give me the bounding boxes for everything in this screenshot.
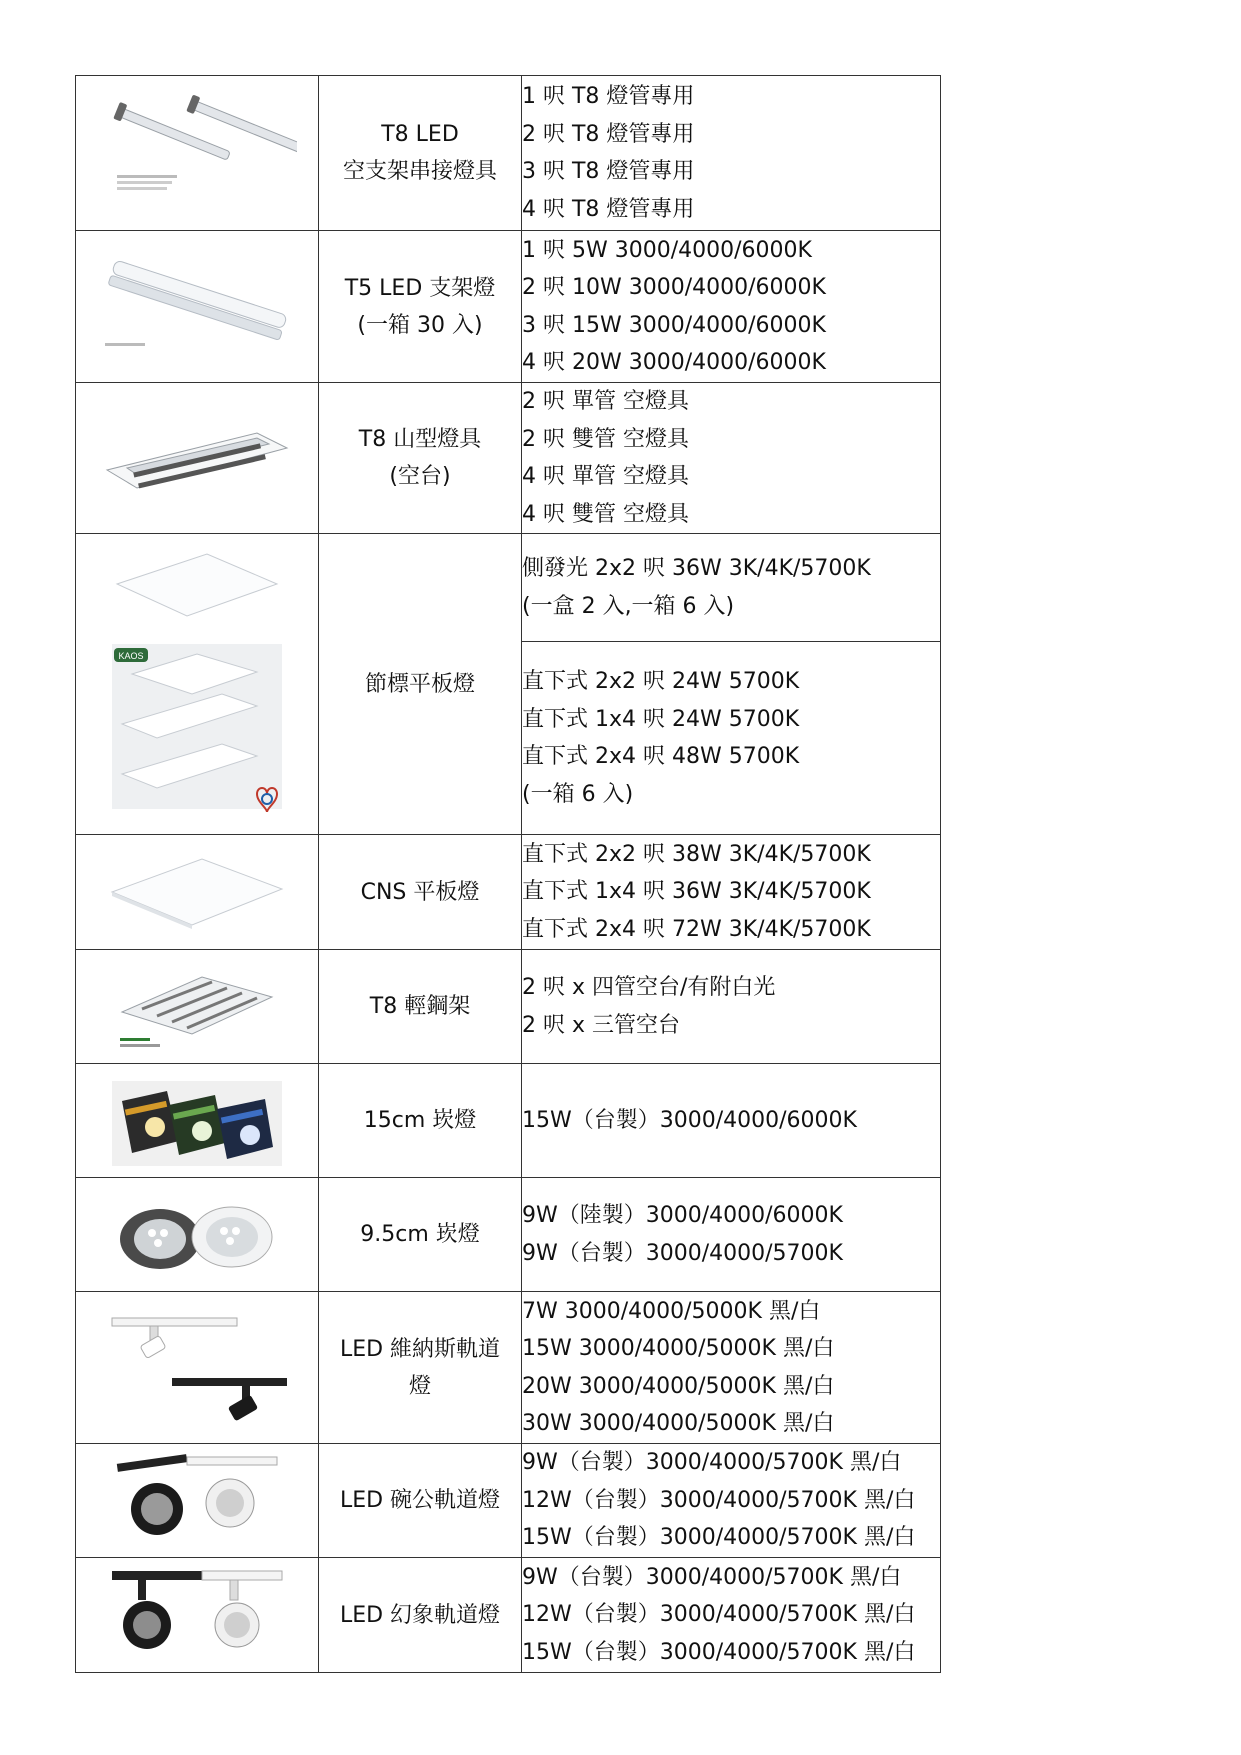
- product-name-line: 15cm 崁燈: [363, 1108, 477, 1133]
- product-name-cell: [319, 1292, 522, 1444]
- product-spec-cell: [522, 1444, 941, 1558]
- phantom-track-light-image: [102, 1563, 292, 1668]
- product-name-line: 節標平板燈: [364, 671, 475, 697]
- product-name-cell: [319, 1558, 522, 1673]
- product-spec-cell: [522, 1178, 941, 1292]
- spec-line: 15W（台製）3000/4000/5700K 黑/白: [522, 1639, 916, 1665]
- product-image-cell: [76, 1558, 319, 1673]
- table-row: [76, 835, 941, 950]
- product-image-cell: [76, 1178, 319, 1292]
- product-name-cell: [319, 950, 522, 1064]
- spec-line: 直下式 2x2 呎 38W 3K/4K/5700K: [522, 841, 871, 867]
- spec-line: 12W（台製）3000/4000/5700K 黑/白: [522, 1602, 916, 1628]
- spec-line: 2 呎 10W 3000/4000/6000K: [522, 275, 826, 300]
- product-name-line: LED 碗公軌道燈: [339, 1488, 501, 1513]
- product-name-cell: [319, 534, 522, 835]
- product-spec-cell: [522, 642, 941, 835]
- product-spec-cell: [522, 383, 941, 534]
- spec-line: 12W（台製）3000/4000/5700K 黑/白: [522, 1487, 916, 1513]
- spec-line: 4 呎 雙管 空燈具: [522, 501, 689, 527]
- spec-line: 3 呎 T8 燈管專用: [522, 159, 695, 184]
- product-table: [75, 75, 941, 1673]
- spec-line: 直下式 1x4 呎 36W 3K/4K/5700K: [522, 879, 871, 905]
- troffer-grid-image: [112, 962, 282, 1052]
- spec-line: (一盒 2 入,一箱 6 入): [522, 593, 735, 619]
- spec-line: 2 呎 雙管 空燈具: [522, 426, 689, 452]
- venus-track-light-image: [102, 1308, 292, 1428]
- spec-line: 30W 3000/4000/5000K 黑/白: [522, 1411, 835, 1436]
- bowl-track-light-image: [112, 1451, 282, 1551]
- t8-batten-fixture-image: [97, 93, 297, 213]
- table-row: [76, 231, 941, 383]
- product-name-line: 9.5cm 崁燈: [360, 1222, 480, 1247]
- spec-line: 20W 3000/4000/5000K 黑/白: [522, 1373, 835, 1399]
- spec-line: 9W（台製）3000/4000/5700K 黑/白: [522, 1564, 902, 1590]
- product-name-cell: [319, 1178, 522, 1292]
- product-name-cell: [319, 835, 522, 950]
- product-spec-cell: [522, 835, 941, 950]
- product-image-cell: [76, 76, 319, 231]
- spec-line: (一箱 6 入): [522, 781, 634, 807]
- panel-lights-image: [97, 544, 297, 824]
- spec-line: 2 呎 T8 燈管專用: [522, 121, 695, 147]
- product-name-cell: [319, 76, 522, 231]
- product-name-cell: [319, 1064, 522, 1178]
- table-row: [76, 1444, 941, 1558]
- table-row: [76, 76, 941, 231]
- spec-line: 9W（台製）3000/4000/5700K 黑/白: [522, 1450, 902, 1476]
- table-row: [76, 1292, 941, 1444]
- product-image-cell: [76, 950, 319, 1064]
- product-name-line: T8 LED: [381, 122, 459, 147]
- product-name-line: (空台): [389, 464, 451, 489]
- spec-line: 1 呎 T8 燈管專用: [522, 84, 695, 109]
- spec-line: 直下式 2x2 呎 24W 5700K: [522, 669, 800, 694]
- product-name-cell: [319, 383, 522, 534]
- product-name-line: T8 輕鋼架: [369, 994, 471, 1019]
- product-image-cell: [76, 534, 319, 835]
- product-name-line: T8 山型燈具: [358, 427, 482, 452]
- downlight-boxes-image: [107, 1071, 287, 1171]
- product-name-line: LED 維納斯軌道: [339, 1336, 501, 1362]
- product-spec-cell: [522, 1558, 941, 1673]
- product-name-cell: [319, 1444, 522, 1558]
- product-spec-cell: [522, 1064, 941, 1178]
- spec-line: 9W（陸製）3000/4000/6000K: [522, 1203, 843, 1228]
- product-image-cell: [76, 231, 319, 383]
- product-name-line: T5 LED 支架燈: [344, 275, 496, 301]
- product-image-cell: [76, 1064, 319, 1178]
- product-name-cell: [319, 231, 522, 383]
- spec-line: 4 呎 單管 空燈具: [522, 464, 689, 489]
- table-row: [76, 1178, 941, 1292]
- product-image-cell: [76, 1444, 319, 1558]
- product-spec-cell: [522, 76, 941, 231]
- table-row: [76, 1064, 941, 1178]
- product-spec-cell: [522, 231, 941, 383]
- product-spec-cell: [522, 534, 941, 642]
- spec-line: 側發光 2x2 呎 36W 3K/4K/5700K: [522, 556, 871, 581]
- spec-line: 15W（台製）3000/4000/5700K 黑/白: [522, 1525, 916, 1551]
- t5-batten-light-image: [97, 247, 297, 367]
- cns-panel-image: [97, 847, 297, 937]
- spec-line: 9W（台製）3000/4000/5700K: [522, 1240, 843, 1266]
- spec-line: 2 呎 單管 空燈具: [522, 389, 689, 414]
- product-image-cell: [76, 383, 319, 534]
- product-name-line: LED 幻象軌道燈: [339, 1602, 501, 1628]
- table-row: [76, 950, 941, 1064]
- spec-line: 4 呎 T8 燈管專用: [522, 196, 695, 222]
- table-row: [76, 383, 941, 534]
- spec-line: 4 呎 20W 3000/4000/6000K: [522, 350, 826, 375]
- spec-line: 7W 3000/4000/5000K 黑/白: [522, 1298, 821, 1324]
- spec-line: 直下式 2x4 呎 72W 3K/4K/5700K: [522, 916, 871, 942]
- spec-line: 15W（台製）3000/4000/6000K: [522, 1107, 857, 1133]
- spec-line: 2 呎 x 三管空台: [522, 1012, 680, 1038]
- spec-line: 直下式 1x4 呎 24W 5700K: [522, 706, 800, 732]
- spec-line: 2 呎 x 四管空台/有附白光: [522, 975, 776, 1000]
- product-spec-cell: [522, 950, 941, 1064]
- product-name-line: 空支架串接燈具: [342, 159, 497, 184]
- spec-line: 3 呎 15W 3000/4000/6000K: [522, 312, 826, 338]
- spec-line: 直下式 2x4 呎 48W 5700K: [522, 744, 800, 769]
- recessed-spots-image: [112, 1195, 282, 1275]
- product-name-line: CNS 平板燈: [360, 879, 480, 905]
- product-name-line: 燈: [408, 1373, 431, 1399]
- mountain-fixture-image: [97, 408, 297, 508]
- brand-logo: KAOS: [118, 651, 144, 661]
- spec-line: 15W 3000/4000/5000K 黑/白: [522, 1336, 835, 1361]
- spec-line: 1 呎 5W 3000/4000/6000K: [522, 237, 812, 263]
- table-row: [76, 1558, 941, 1673]
- product-spec-cell: [522, 1292, 941, 1444]
- product-image-cell: [76, 1292, 319, 1444]
- product-name-line: (一箱 30 入): [357, 312, 483, 338]
- table-row: [76, 534, 941, 642]
- product-image-cell: [76, 835, 319, 950]
